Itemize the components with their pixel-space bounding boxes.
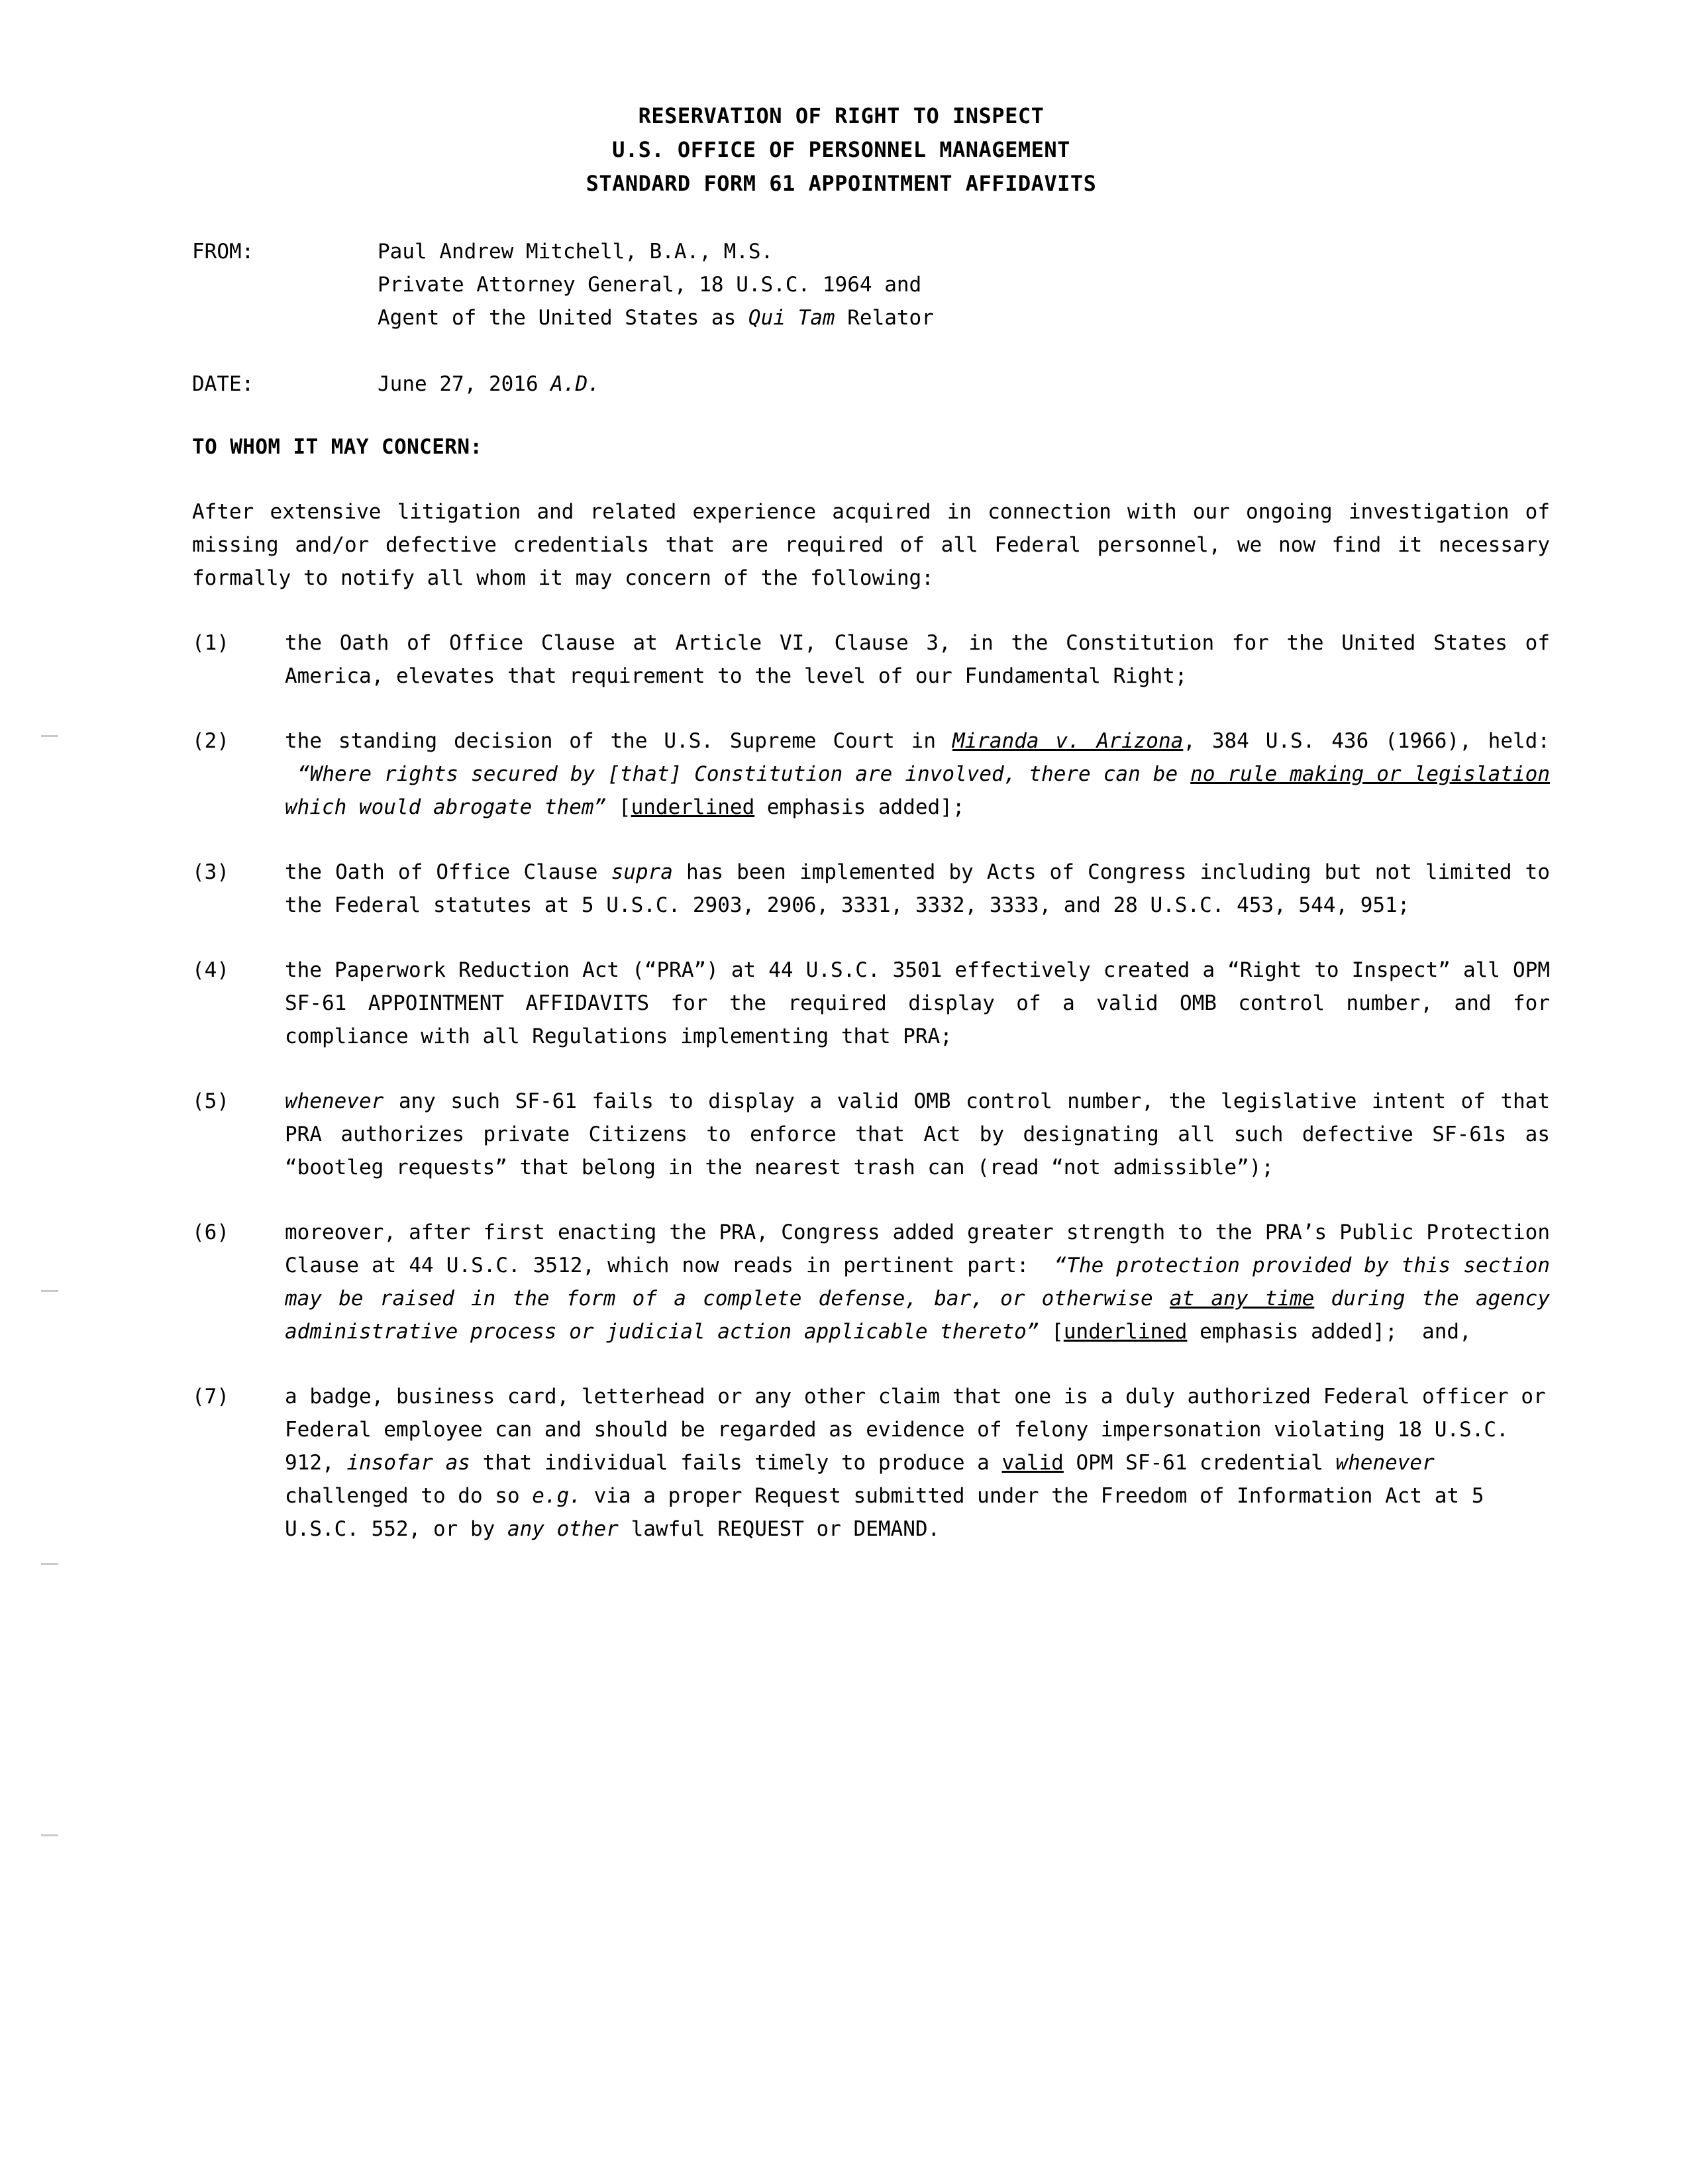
list-item (192, 1380, 1557, 1546)
title-line-1: RESERVATION OF RIGHT TO INSPECT (638, 103, 1045, 128)
from-line-3: Agent of the United States as Qui Tam Relator (378, 306, 934, 330)
letter-header (192, 235, 1557, 401)
list-item (192, 856, 1557, 922)
from-line-1: Paul Andrew Mitchell, B.A., M.S. (378, 240, 774, 264)
from-line-2: Private Attorney General, 18 U.S.C. 1964 and (378, 273, 922, 297)
page-title (192, 99, 1490, 201)
item-text: a badge, business card, letterhead or any other claim that one is a duly authorized Federal officer or Federal employee can and should be regarded as evidence of felony impersonation violating 18 U.S.C. 912, insofar as that individual fails timely to produce a valid OPM SF-61 credential whenever challenged to do so e.g. via a proper Request submitted under the Freedom of Information Act at 5 U.S.C. 552, or by any other lawful REQUEST or DEMAND. (285, 1385, 1546, 1541)
date-row (192, 368, 1557, 401)
from-row (192, 235, 1557, 334)
list-item (192, 626, 1557, 693)
spacer (192, 334, 1557, 368)
item-text: whenever any such SF-61 fails to display a valid OMB control number, the legislative intent of that PRA authorizes private Citizens to enforce that Act by designating all such defective SF-61s as “bootleg requests” that belong in the nearest trash can (read “not admissible”); (285, 1089, 1550, 1179)
intro-paragraph: After extensive litigation and related experience acquired in connection with our ongoing investigation of missing and/or defective credentials that are required of all Federal personnel, we now find it necessary formally to notify all whom it may concern of the following: (192, 500, 1550, 590)
list-item (192, 724, 1557, 824)
scan-artifact (41, 1290, 58, 1292)
scan-artifact (41, 1834, 58, 1836)
item-number: (5) (192, 1089, 229, 1113)
from-label: FROM: (192, 240, 254, 264)
item-text: the Oath of Office Clause at Article VI, Clause 3, in the Constitution for the United States of America, elevates that requirement to the level of our Fundamental Right; (285, 631, 1550, 688)
item-text: moreover, after first enacting the PRA, Congress added greater strength to the PRA’s Public Protection Clause at 44 U.S.C. 3512, which now reads in pertinent part: “The protection provided by this section may be raised in the form of a complete defense, bar, or otherwise at any time during the agency administrative process or judicial action applicable thereto” [underlined emphasis added]; and, (285, 1220, 1550, 1344)
date-value: June 27, 2016 A.D. (378, 372, 600, 396)
item-number: (2) (192, 729, 229, 753)
scan-artifact (41, 1563, 58, 1565)
item-text: the Paperwork Reduction Act (“PRA”) at 44 U.S.C. 3501 effectively created a “Right to Inspect” all OPM SF-61 APPOINTMENT AFFIDAVITS for the required display of a valid OMB control number, and for compliance with all Regulations implementing that PRA; (285, 958, 1550, 1048)
item-text: the Oath of Office Clause supra has been implemented by Acts of Congress including but not limited to the Federal statutes at 5 U.S.C. 2903, 2906, 3331, 3332, 3333, and 28 U.S.C. 453, 544, 951; (285, 860, 1550, 917)
item-number: (4) (192, 958, 229, 982)
salutation: TO WHOM IT MAY CONCERN: (192, 435, 483, 459)
list-item (192, 1085, 1557, 1184)
item-number: (7) (192, 1385, 229, 1409)
scan-artifact (41, 735, 58, 737)
item-text: the standing decision of the U.S. Supreme Court in Miranda v. Arizona, 384 U.S. 436 (1966), held: “Where rights secured by [that] Constitution are involved, there can be no rule making or legislation which would abrogate them” [underlined emphasis added]; (285, 729, 1550, 819)
from-value (378, 235, 1557, 334)
title-line-2: U.S. OFFICE OF PERSONNEL MANAGEMENT (612, 137, 1070, 162)
item-number: (3) (192, 860, 229, 884)
list-item (192, 1216, 1557, 1348)
item-number: (6) (192, 1220, 229, 1244)
title-line-3: STANDARD FORM 61 APPOINTMENT AFFIDAVITS (586, 171, 1097, 196)
date-label: DATE: (192, 372, 254, 396)
list-item (192, 954, 1557, 1053)
item-number: (1) (192, 631, 229, 655)
